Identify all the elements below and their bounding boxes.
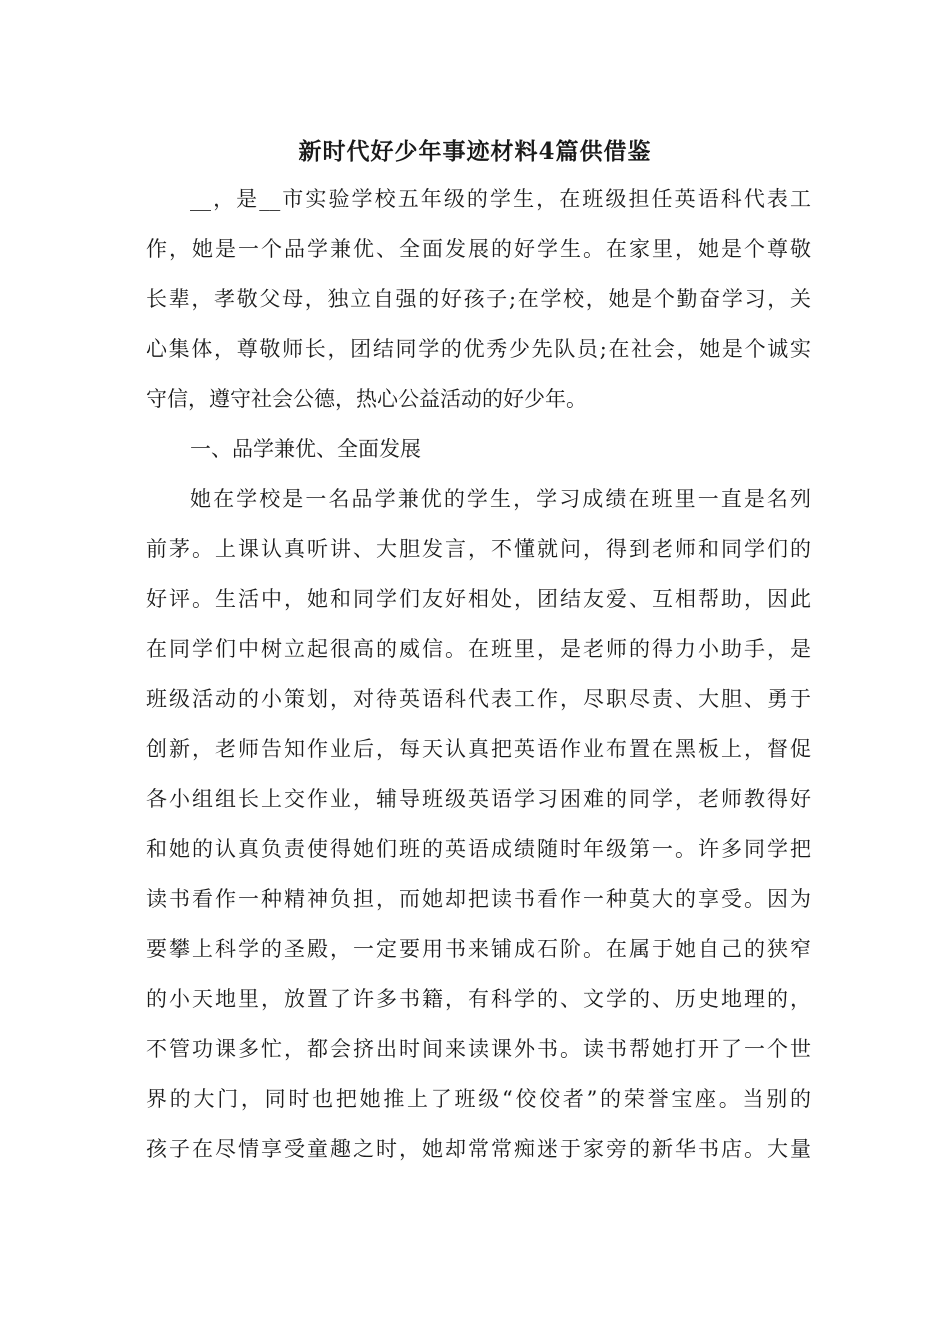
body-line: 班级活动的小策划，对待英语科代表工作，尽职尽责、大胆、勇于	[146, 687, 811, 711]
body-line: 创新，老师告知作业后，每天认真把英语作业布置在黑板上，督促	[146, 737, 811, 761]
body-line: 好评。生活中，她和同学们友好相处，团结友爱、互相帮助，因此	[146, 587, 811, 611]
body-line: 界的大门，同时也把她推上了班级“佼佼者”的荣誉宝座。当别的	[146, 1087, 811, 1111]
body-line: 守信，遵守社会公德，热心公益活动的好少年。	[146, 387, 587, 411]
body-line: 作，她是一个品学兼优、全面发展的好学生。在家里，她是个尊敬	[146, 237, 811, 261]
body-line: 各小组组长上交作业，辅导班级英语学习困难的同学，老师教得好	[146, 787, 811, 811]
body-line: 她在学校是一名品学兼优的学生，学习成绩在班里一直是名列	[190, 487, 811, 511]
body-line: __，是__市实验学校五年级的学生，在班级担任英语科代表工	[190, 187, 811, 211]
body-line: 前茅。上课认真听讲、大胆发言，不懂就问，得到老师和同学们的	[146, 537, 811, 561]
body-line: 和她的认真负责使得她们班的英语成绩随时年级第一。许多同学把	[146, 837, 811, 861]
body-line: 孩子在尽情享受童趣之时，她却常常痴迷于家旁的新华书店。大量	[146, 1137, 811, 1161]
body-line: 的小天地里，放置了许多书籍，有科学的、文学的、历史地理的，	[146, 987, 811, 1011]
body-line: 长辈，孝敬父母，独立自强的好孩子;在学校，她是个勤奋学习，关	[146, 287, 811, 311]
document-title: 新时代好少年事迹材料4篇供借鉴	[298, 138, 652, 165]
body-line: 要攀上科学的圣殿，一定要用书来铺成石阶。在属于她自己的狭窄	[146, 937, 811, 961]
body-line: 在同学们中树立起很高的威信。在班里，是老师的得力小助手，是	[146, 637, 811, 661]
body-line: 不管功课多忙，都会挤出时间来读课外书。读书帮她打开了一个世	[146, 1037, 811, 1061]
section-heading: 一、品学兼优、全面发展	[190, 437, 421, 461]
body-line: 心集体，尊敬师长，团结同学的优秀少先队员;在社会，她是个诚实	[146, 337, 811, 361]
body-line: 读书看作一种精神负担，而她却把读书看作一种莫大的享受。因为	[146, 887, 811, 911]
